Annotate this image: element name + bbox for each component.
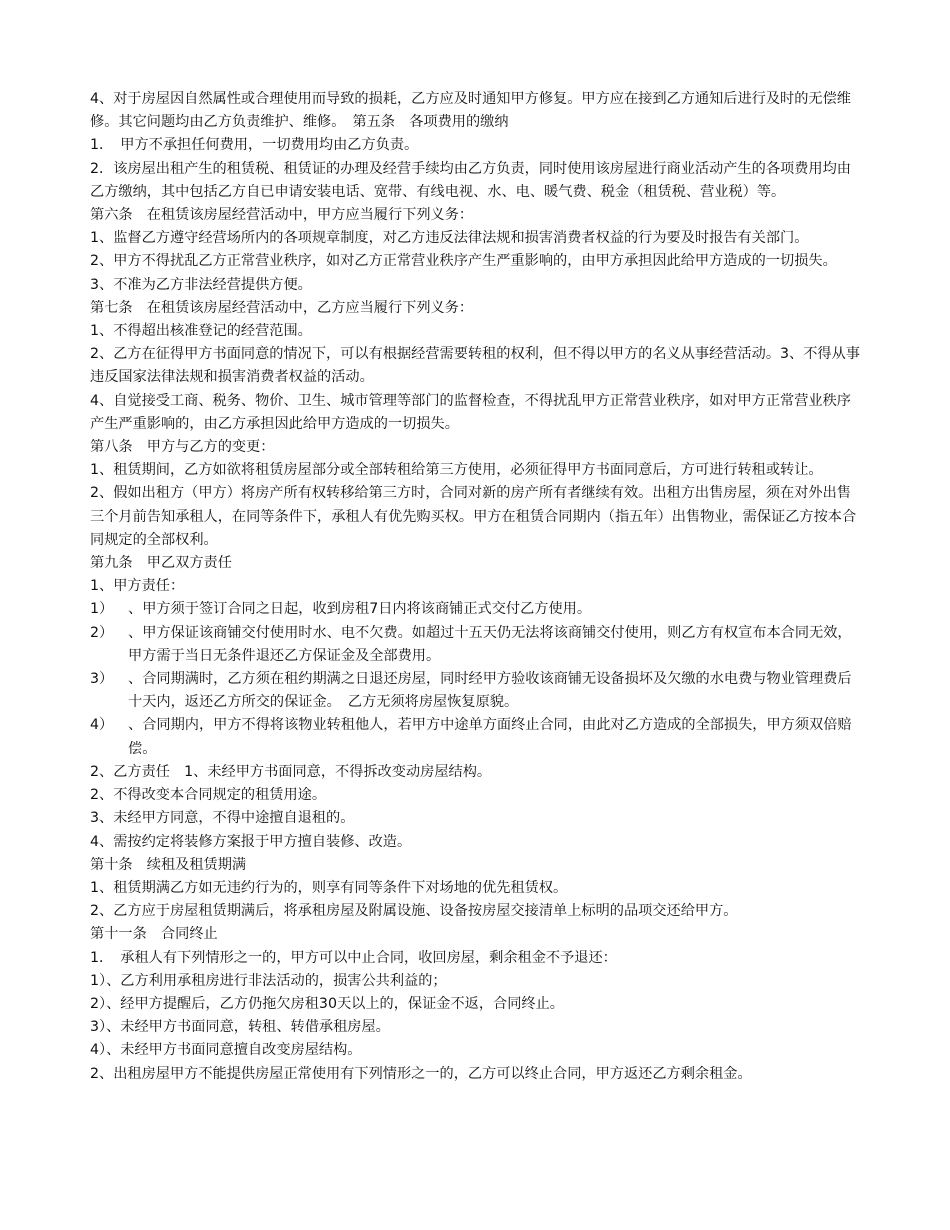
list-text: 、合同期满时，乙方须在租约期满之日退还房屋，同时经甲方验收该商铺无设备损坏及欠缴的水电费与物业管理费后十天内，返还乙方所交的保证金。 乙方无须将房屋恢复原貌。 [128,671,852,711]
article-6-item-3: 3、不准为乙方非法经营提供方便。 [90,276,312,293]
party-b-duty-3: 3、未经甲方同意，不得中途擅自退租的。 [90,810,355,827]
termination-case-4: 4）、未经甲方书面同意擅自改变房屋结构。 [90,1042,362,1059]
fee-item-1: 1． 甲方不承担任何费用，一切费用均由乙方负责。 [90,137,419,154]
article-10-heading: 第十条 续租及租赁期满 [90,856,247,873]
party-a-duties-heading: 1、甲方责任： [90,578,185,595]
article-7-item-2: 2、乙方在征得甲方书面同意的情况下，可以有根据经营需要转租的权利，但不得以甲方的名义从事经营活动。3、不得从事违反国家法律法规和损害消费者权益的活动。 [90,346,860,386]
article-8-item-2: 2、假如出租方（甲方）将房产所有权转移给第三方时，合同对新的房产所有者继续有效。出租方出售房屋，须在对外出售三个月前告知承租人，在同等条件下，承租人有优先购买权。甲方在租赁合同期内（指五年）出售物业，需保证乙方按本合同规定的全部权利。 [90,485,857,548]
party-a-duty-1 [90,598,865,621]
article-6-item-1: 1、监督乙方遵守经营场所内的各项规章制度，对乙方违反法律法规和损害消费者权益的行为要及时报告有关部门。 [90,230,809,247]
termination-case-1: 1）、乙方利用承租房进行非法活动的，损害公共利益的； [90,972,447,989]
fee-item-2: 2．该房屋出租产生的租赁税、租赁证的办理及经营手续均由乙方负责，同时使用该房屋进行商业活动产生的各项费用均由乙方缴纳，其中包括乙方自已申请安装电话、宽带、有线电视、水、电、暖气费、税金（租赁税、营业税）等。 [90,160,851,200]
article-10-item-2: 2、乙方应于房屋租赁期满后，将承租房屋及附属设施、设备按房屋交接清单上标明的品项交还给甲方。 [90,903,738,920]
article-7-item-4: 4、自觉接受工商、税务、物价、卫生、城市管理等部门的监督检查，不得扰乱甲方正常营业秩序，如对甲方正常营业秩序产生严重影响的，由乙方承担因此给甲方造成的一切损失。 [90,392,851,432]
article-11-item-1: 1． 承租人有下列情形之一的，甲方可以中止合同，收回房屋，剩余租金不予退还： [90,949,617,966]
party-a-duty-3 [90,668,865,714]
clause-4-repair-text: 4、对于房屋因自然属性或合理使用而导致的损耗，乙方应及时通知甲方修复。甲方应在接到乙方通知后进行及时的无偿维修。其它问题均由乙方负责维护、维修。 第五条 各项费用的缴纳 [90,91,851,131]
article-6-heading: 第六条 在租赁该房屋经营活动中，甲方应当履行下列义务： [90,207,474,224]
article-11-item-2: 2、出租房屋甲方不能提供房屋正常使用有下列情形之一的，乙方可以终止合同，甲方返还乙方剩余租金。 [90,1065,752,1082]
party-a-duty-4 [90,714,865,760]
article-7-heading: 第七条 在租赁该房屋经营活动中，乙方应当履行下列义务： [90,299,474,316]
party-b-duty-2: 2、不得改变本合同规定的租赁用途。 [90,787,327,804]
article-10-item-1: 1、租赁期满乙方如无违约行为的，则享有同等条件下对场地的优先租赁权。 [90,879,568,896]
article-11-heading: 第十一条 合同终止 [90,926,218,943]
article-7-item-1: 1、不得超出核准登记的经营范围。 [90,323,312,340]
list-number: 1） [90,601,114,618]
party-a-duty-2 [90,622,865,668]
party-b-duty-1: 2、乙方责任 1、未经甲方书面同意，不得拆改变动房屋结构。 [90,763,492,780]
article-9-heading: 第九条 甲乙双方责任 [90,555,232,572]
list-text: 、合同期内，甲方不得将该物业转租他人，若甲方中途单方面终止合同，由此对乙方造成的全部损失，甲方须双倍赔偿。 [128,717,852,757]
article-8-item-1: 1、租赁期间，乙方如欲将租赁房屋部分或全部转租给第三方使用，必须征得甲方书面同意后，方可进行转租或转让。 [90,462,823,479]
list-number: 4） [90,717,114,734]
party-b-duty-4: 4、需按约定将装修方案报于甲方擅自装修、改造。 [90,833,412,850]
list-text: 、甲方保证该商铺交付使用时水、电不欠费。如超过十五天仍无法将该商铺交付使用，则乙方有权宣布本合同无效，甲方需于当日无条件退还乙方保证金及全部费用。 [128,624,852,664]
termination-case-3: 3）、未经甲方书面同意，转租、转借承租房屋。 [90,1019,390,1036]
article-6-item-2: 2、甲方不得扰乱乙方正常营业秩序，如对乙方正常营业秩序产生严重影响的，由甲方承担因此给甲方造成的一切损失。 [90,253,837,270]
list-number: 3） [90,671,114,688]
contract-document [90,88,865,1086]
termination-case-2: 2）、经甲方提醒后，乙方仍拖欠房租30天以上的，保证金不返，合同终止。 [90,995,564,1012]
article-8-heading: 第八条 甲方与乙方的变更： [90,439,275,456]
list-text: 、甲方须于签订合同之日起，收到房租7日内将该商铺正式交付乙方使用。 [128,601,592,618]
list-number: 2） [90,624,114,641]
